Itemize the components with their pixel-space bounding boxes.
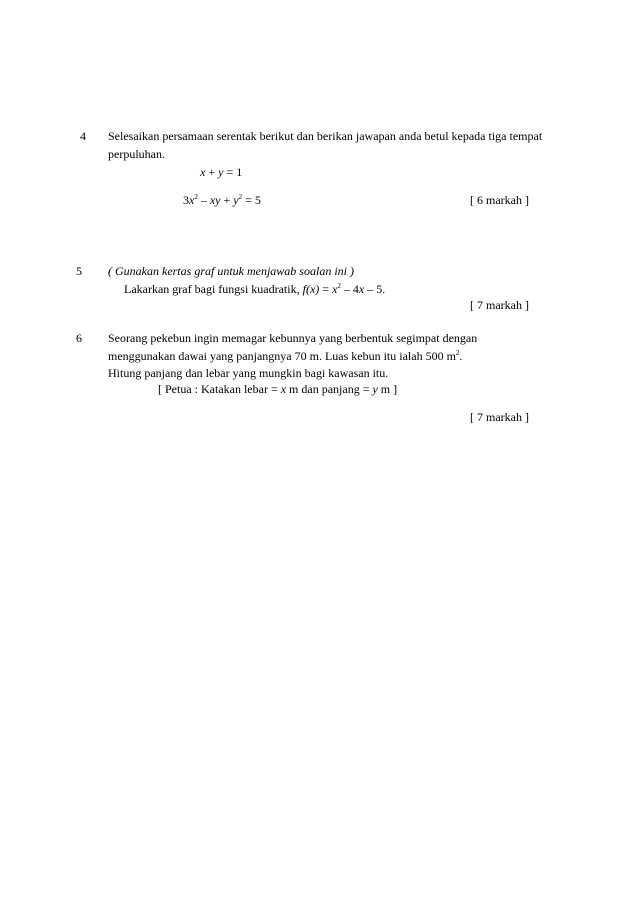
equation-1-x: x	[200, 165, 206, 179]
question-6-line-2-suffix: .	[459, 349, 463, 363]
question-5-fx: f(x)	[302, 282, 320, 296]
question-5-prefix: Lakarkan graf bagi fungsi kuadratik,	[124, 282, 303, 296]
question-5-instruction: ( Gunakan kertas graf untuk menjawab soalan ini )	[108, 264, 354, 278]
equation-1	[200, 165, 242, 179]
question-4-number: 4	[80, 129, 86, 143]
equation-2	[183, 193, 261, 207]
question-5-x: x	[332, 282, 338, 296]
question-6-line-2-prefix: menggunakan dawai yang panjangnya 70 m. Luas kebun itu ialah 500 m	[108, 349, 456, 363]
question-6-hint-suffix: m ]	[377, 382, 398, 396]
equation-2-rest: = 5	[242, 193, 261, 207]
equation-2-exp-2: 2	[238, 193, 243, 201]
question-6-line-2-exp: 2	[455, 349, 460, 357]
question-6-text-line-3: Hitung panjang dan lebar yang mungkin bagi kawasan itu.	[108, 366, 389, 380]
question-5-exp: 2	[337, 282, 341, 290]
question-6-text-line-2	[108, 349, 462, 363]
question-5-number: 5	[76, 264, 82, 278]
question-6-number: 6	[76, 331, 82, 345]
question-4-text-line-1: Selesaikan persamaan serentak berikut dan berikan jawapan anda betul kepada tiga tempat	[108, 129, 543, 143]
equation-2-coef: 3	[183, 193, 189, 207]
question-6-hint-mid: m dan panjang =	[286, 382, 373, 396]
equation-2-xy: xy	[209, 193, 221, 207]
question-6-marks: [ 7 markah ]	[470, 410, 529, 424]
equation-2-plus: +	[220, 193, 234, 207]
question-5-rest-a: – 4	[340, 282, 359, 296]
equation-2-x: x	[189, 193, 195, 207]
equation-2-exp-1: 2	[194, 193, 198, 201]
question-6-hint-x: x	[280, 382, 287, 396]
question-6-text-line-1: Seorang pekebun ingin memagar kebunnya yang berbentuk segimpat dengan	[108, 331, 478, 345]
question-5-x2: x	[358, 282, 365, 296]
question-6-hint	[158, 382, 397, 396]
question-4-marks: [ 6 markah ]	[470, 193, 529, 207]
equation-2-y: y	[233, 193, 239, 207]
question-5-eq: =	[319, 282, 333, 296]
question-6-hint-y: y	[372, 382, 378, 396]
equation-2-minus: –	[197, 193, 210, 207]
equation-1-y: y	[218, 165, 224, 179]
question-4-text-line-2: perpuluhan.	[108, 147, 165, 161]
question-6-hint-prefix: [ Petua : Katakan lebar =	[158, 382, 281, 396]
question-5-text-line-1	[124, 282, 385, 296]
question-5-marks: [ 7 markah ]	[470, 298, 529, 312]
equation-1-rest: = 1	[223, 165, 243, 179]
question-5-rest-b: – 5.	[364, 282, 386, 296]
equation-1-plus: +	[205, 165, 219, 179]
